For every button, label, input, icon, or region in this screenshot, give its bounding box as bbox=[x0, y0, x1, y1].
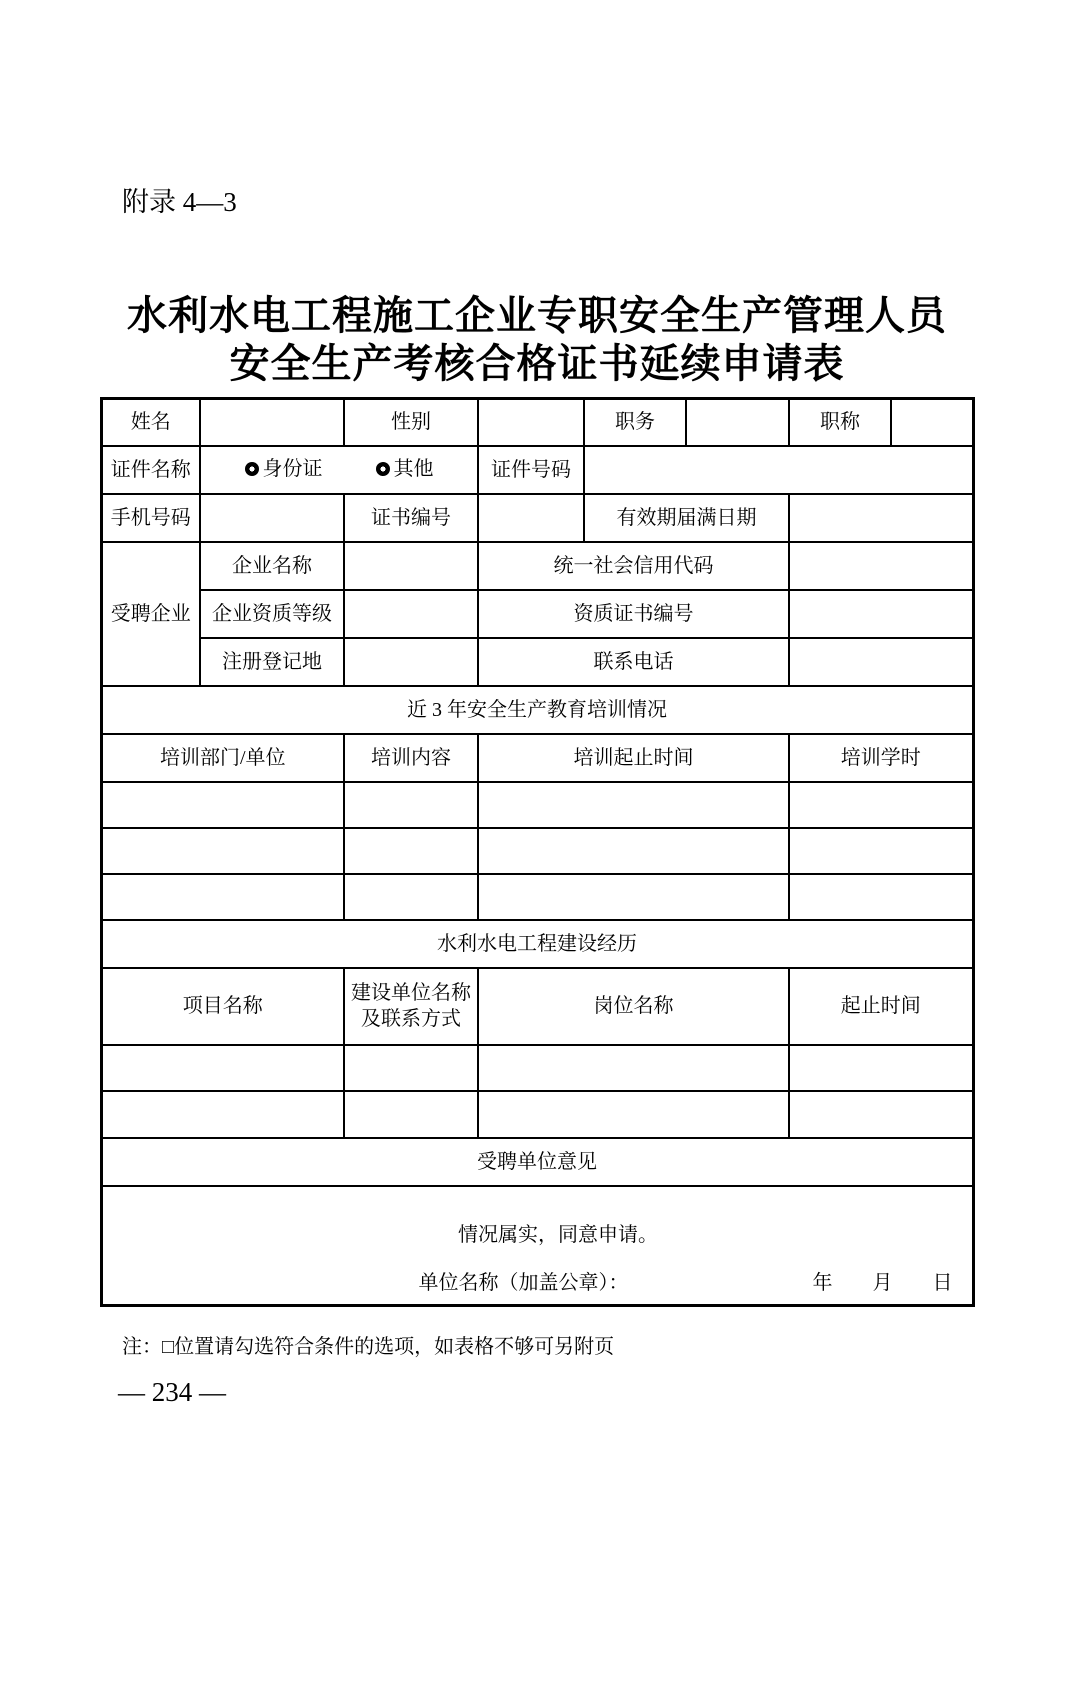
footnote: 注：□位置请勾选符合条件的选项，如表格不够可另附页 bbox=[122, 1336, 615, 1358]
empty-cell bbox=[101, 1045, 344, 1091]
form-title-line1: 水利水电工程施工企业专职安全生产管理人员 bbox=[127, 294, 947, 338]
gender-value-cell bbox=[478, 399, 584, 446]
empty-cell bbox=[789, 1091, 973, 1138]
training-dept-header-cell: 培训部门/单位 bbox=[101, 734, 344, 782]
training-period-header-cell: 培训起止时间 bbox=[478, 734, 789, 782]
owner-contact-header-cell: 建设单位名称及联系方式 bbox=[344, 968, 478, 1045]
row-opinion-body bbox=[101, 1186, 973, 1306]
other-option-label: 其他 bbox=[393, 458, 434, 480]
form-title-line2: 安全生产考核合格证书延续申请表 bbox=[229, 342, 845, 386]
training-record-row bbox=[101, 828, 973, 874]
row-experience-header bbox=[101, 920, 973, 968]
position-value-cell bbox=[686, 399, 789, 446]
registered-place-label-cell: 注册登记地 bbox=[200, 638, 344, 686]
training-hours-header-cell: 培训学时 bbox=[789, 734, 973, 782]
empty-cell bbox=[789, 828, 973, 874]
cert-type-label-cell: 证件名称 bbox=[101, 446, 200, 494]
credit-code-value-cell bbox=[789, 542, 973, 590]
contact-phone-label-cell: 联系电话 bbox=[478, 638, 789, 686]
opinion-footer bbox=[103, 1270, 972, 1296]
empty-cell bbox=[344, 782, 478, 828]
other-option bbox=[376, 456, 434, 482]
empty-cell bbox=[101, 1091, 344, 1138]
cert-number-label-cell: 证件号码 bbox=[478, 446, 584, 494]
row-employer-2 bbox=[101, 590, 973, 638]
empty-cell bbox=[101, 874, 344, 920]
id-card-option-label: 身份证 bbox=[262, 458, 323, 480]
project-name-header-cell: 项目名称 bbox=[101, 968, 344, 1045]
empty-cell bbox=[478, 1091, 789, 1138]
expiry-label-cell: 有效期届满日期 bbox=[584, 494, 789, 542]
radio-filled-icon bbox=[245, 462, 259, 476]
form-title bbox=[0, 292, 1074, 388]
cert-type-options-cell bbox=[200, 446, 478, 494]
qualification-grade-value-cell bbox=[344, 590, 478, 638]
empty-cell bbox=[478, 1045, 789, 1091]
cert-no-label-cell: 证书编号 bbox=[344, 494, 478, 542]
qualification-cert-label-cell: 资质证书编号 bbox=[478, 590, 789, 638]
page-number: — 234 — bbox=[118, 1377, 226, 1407]
empty-cell bbox=[344, 828, 478, 874]
id-card-option bbox=[245, 456, 323, 482]
empty-cell bbox=[344, 1045, 478, 1091]
row-experience-columns bbox=[101, 968, 973, 1045]
qualification-cert-value-cell bbox=[789, 590, 973, 638]
empty-cell bbox=[344, 1091, 478, 1138]
training-record-row bbox=[101, 874, 973, 920]
qualification-grade-label-cell: 企业资质等级 bbox=[200, 590, 344, 638]
empty-cell bbox=[478, 782, 789, 828]
row-training-columns bbox=[101, 734, 973, 782]
opinion-section-header-cell: 受聘单位意见 bbox=[101, 1138, 973, 1186]
name-label-cell: 姓名 bbox=[101, 399, 200, 446]
experience-record-row bbox=[101, 1045, 973, 1091]
gender-label-cell: 性别 bbox=[344, 399, 478, 446]
company-name-label-cell: 企业名称 bbox=[200, 542, 344, 590]
row-employer-1 bbox=[101, 542, 973, 590]
title-label-cell: 职称 bbox=[789, 399, 891, 446]
training-content-header-cell: 培训内容 bbox=[344, 734, 478, 782]
empty-cell bbox=[101, 828, 344, 874]
cert-no-value-cell bbox=[478, 494, 584, 542]
name-value-cell bbox=[200, 399, 344, 446]
empty-cell bbox=[789, 1045, 973, 1091]
seal-label: 单位名称（加盖公章）： bbox=[418, 1272, 629, 1295]
application-form-table bbox=[100, 397, 975, 1307]
row-cert-type bbox=[101, 446, 973, 494]
opinion-body-cell bbox=[101, 1186, 973, 1306]
date-label: 年 月 日 bbox=[812, 1272, 953, 1295]
credit-code-label-cell: 统一社会信用代码 bbox=[478, 542, 789, 590]
row-training-header bbox=[101, 686, 973, 734]
empty-cell bbox=[101, 782, 344, 828]
empty-cell bbox=[344, 874, 478, 920]
experience-record-row bbox=[101, 1091, 973, 1138]
position-label-cell: 职务 bbox=[584, 399, 686, 446]
employer-section-label-cell: 受聘企业 bbox=[101, 542, 200, 686]
training-record-row bbox=[101, 782, 973, 828]
registered-place-value-cell bbox=[344, 638, 478, 686]
empty-cell bbox=[789, 782, 973, 828]
row-basic-identity bbox=[101, 399, 973, 446]
company-name-value-cell bbox=[344, 542, 478, 590]
empty-cell bbox=[478, 828, 789, 874]
opinion-statement: 情况属实，同意申请。 bbox=[458, 1224, 658, 1247]
row-opinion-header bbox=[101, 1138, 973, 1186]
radio-filled-icon bbox=[376, 462, 390, 476]
row-employer-3 bbox=[101, 638, 973, 686]
empty-cell bbox=[789, 874, 973, 920]
appendix-label: 附录 4—3 bbox=[122, 187, 237, 217]
experience-section-header-cell: 水利水电工程建设经历 bbox=[101, 920, 973, 968]
empty-cell bbox=[478, 874, 789, 920]
training-section-header-cell: 近 3 年安全生产教育培训情况 bbox=[101, 686, 973, 734]
post-name-header-cell: 岗位名称 bbox=[478, 968, 789, 1045]
period-header-cell: 起止时间 bbox=[789, 968, 973, 1045]
mobile-label-cell: 手机号码 bbox=[101, 494, 200, 542]
title-value-cell bbox=[891, 399, 973, 446]
mobile-value-cell bbox=[200, 494, 344, 542]
expiry-value-cell bbox=[789, 494, 973, 542]
row-cert-info bbox=[101, 494, 973, 542]
cert-number-value-cell bbox=[584, 446, 973, 494]
contact-phone-value-cell bbox=[789, 638, 973, 686]
